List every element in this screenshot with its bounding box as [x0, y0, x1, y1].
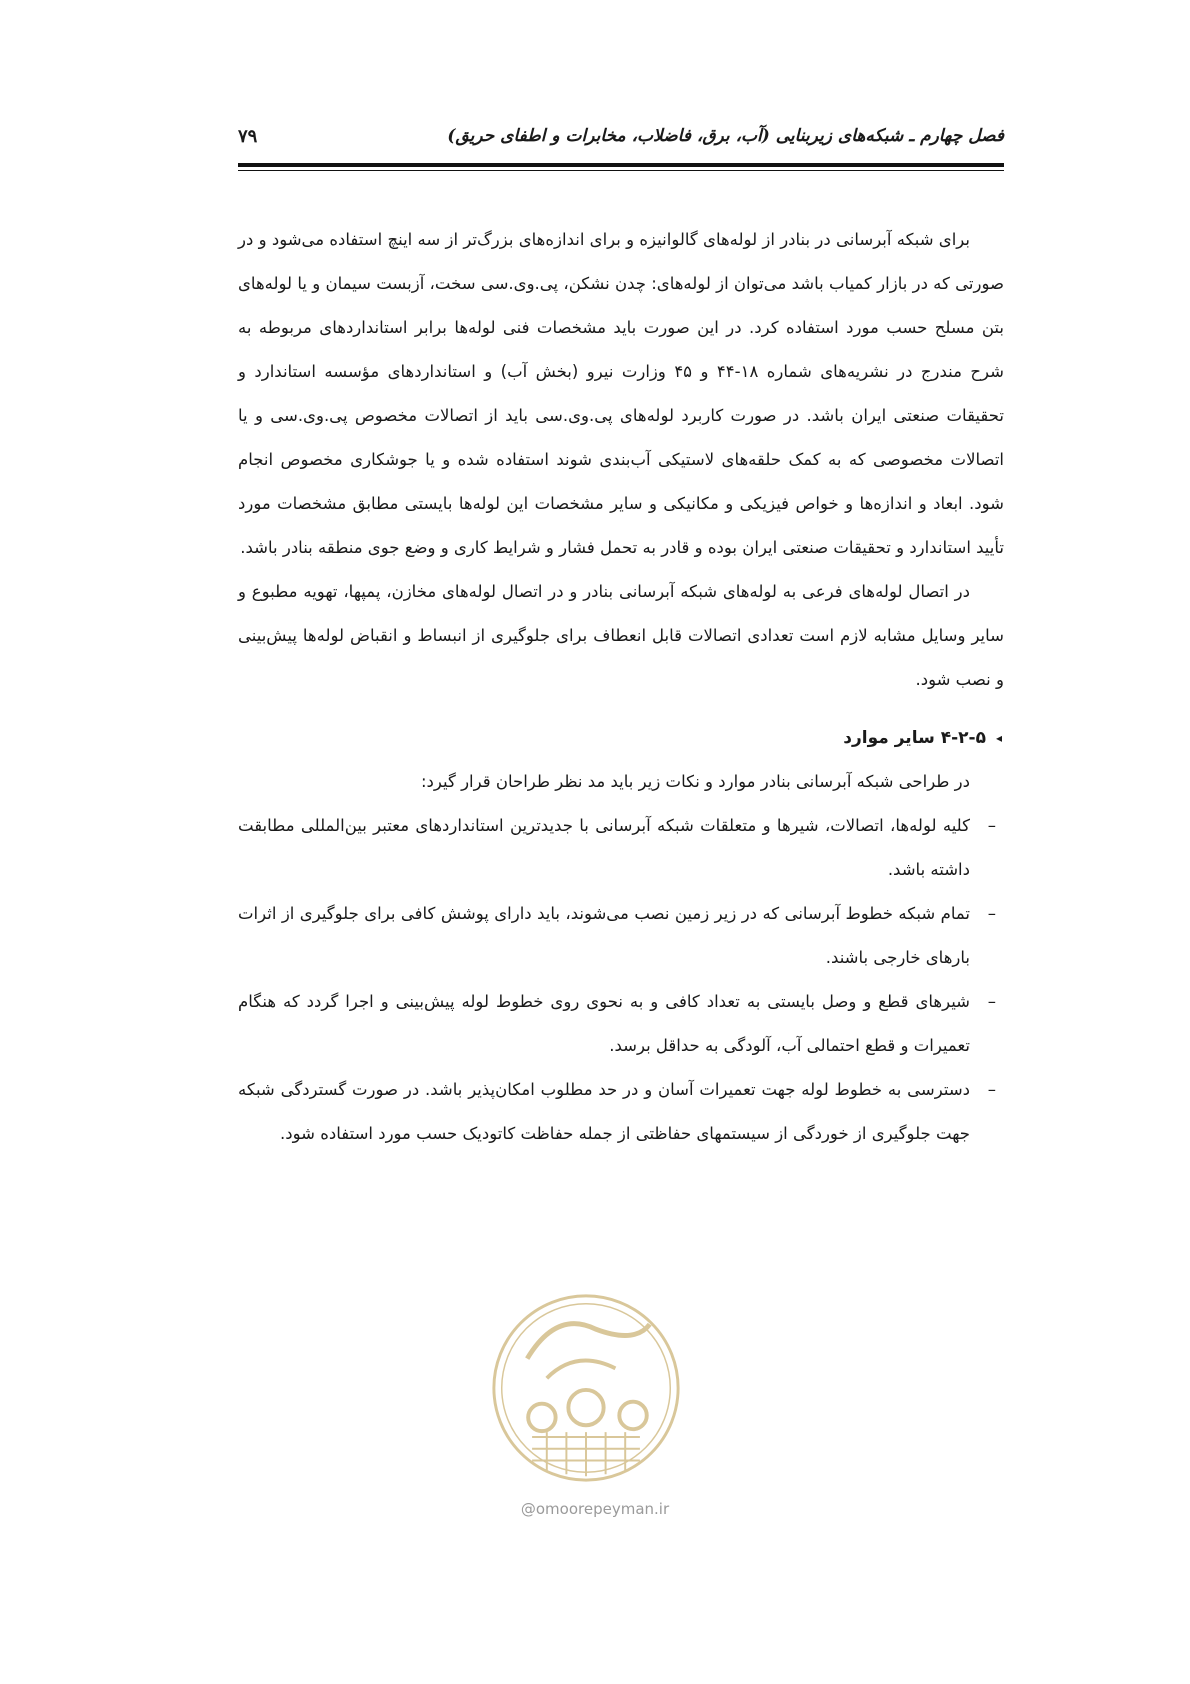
header-rule-thick [238, 163, 1004, 167]
list-item-text: دسترسی به خطوط لوله جهت تعمیرات آسان و در حد مطلوب امکان‌پذیر باشد. در صورت گستردگی شبکه جهت جلوگیری از خوردگی از سیستمهای حفاظتی از جمله حفاظت کاتودیک حسب مورد استفاده شود. [238, 1080, 970, 1143]
list-item-text: تمام شبکه خطوط آبرسانی که در زیر زمین نصب می‌شوند، باید دارای پوشش کافی برای جلوگیری از اثرات بارهای خارجی باشند. [238, 904, 970, 967]
paragraph: در اتصال لوله‌های فرعی به لوله‌های شبکه آبرسانی بنادر و در اتصال لوله‌های مخازن، پمپها، تهویه مطبوع و سایر وسایل مشابه لازم است تعدادی اتصالات قابل انعطاف برای جلوگیری از انبساط و انقباض لوله‌ها پیش‌بینی و نصب شود. [238, 582, 1004, 689]
watermark-logo-icon [488, 1290, 684, 1486]
list-item [238, 804, 1004, 892]
dash-bullet-icon: – [987, 992, 996, 1011]
page-number: ۷۹ [238, 126, 258, 147]
paragraph: برای شبکه آبرسانی در بنادر از لوله‌های گالوانیزه و برای اندازه‌های بزرگ‌تر از سه اینچ استفاده می‌شود و در صورتی که در بازار کمیاب باشد می‌توان از لوله‌های: چدن نشکن، پی.وی.سی سخت، آزبست سیمان و یا لوله‌های بتن مسلح حسب مورد استفاده کرد. در این صورت باید مشخصات فنی لوله‌ها برابر استانداردهای مربوطه به شرح مندرج در نشریه‌های شماره ۱۸-۴۴ و ۴۵ وزارت نیرو (بخش آب) و استانداردهای مؤسسه استاندارد و تحقیقات صنعتی ایران باشد. در صورت کاربرد لوله‌های پی.وی.سی باید از اتصالات مخصوص پی.وی.سی و یا اتصالات مخصوصی که به کمک حلقه‌های لاستیکی آب‌بندی شوند استفاده شده و یا جوشکاری مخصوص انجام شود. ابعاد و اندازه‌ها و خواص فیزیکی و مکانیکی و سایر مشخصات این لوله‌ها بایستی مطابق مشخصات مورد تأیید استاندارد و تحقیقات صنعتی ایران بوده و قادر به تحمل فشار و شرایط کاری و وضع جوی منطقه بنادر باشد. [238, 230, 1004, 557]
arrow-left-icon: ◂ [995, 731, 1002, 745]
chapter-title: فصل چهارم ـ شبکه‌های زیربنایی (آب، برق، فاضلاب، مخابرات و اطفای حریق) [447, 126, 1004, 146]
bullet-list [238, 804, 1004, 1156]
body-text [238, 218, 1004, 1156]
section-heading [238, 716, 1004, 760]
section-intro: در طراحی شبکه آبرسانی بنادر موارد و نکات زیر باید مد نظر طراحان قرار گیرد: [421, 772, 970, 791]
list-item [238, 1068, 1004, 1156]
header-rule-thin [238, 170, 1004, 171]
list-item [238, 892, 1004, 980]
dash-bullet-icon: – [987, 1080, 996, 1099]
list-item [238, 980, 1004, 1068]
list-item-text: شیرهای قطع و وصل بایستی به تعداد کافی و به نحوی روی خطوط لوله پیش‌بینی و اجرا گردد که هنگام تعمیرات و قطع احتمالی آب، آلودگی به حداقل برسد. [238, 992, 970, 1055]
watermark-site: @omoorepeyman.ir [520, 1500, 670, 1518]
list-item-text: کلیه لوله‌ها، اتصالات، شیرها و متعلقات شبکه آبرسانی با جدیدترین استانداردهای معتبر بین‌المللی مطابقت داشته باشد. [238, 816, 970, 879]
dash-bullet-icon: – [987, 904, 996, 923]
running-header [238, 126, 1004, 162]
dash-bullet-icon: – [987, 816, 996, 835]
section-heading-text: ۴-۲-۵ سایر موارد [843, 728, 986, 748]
